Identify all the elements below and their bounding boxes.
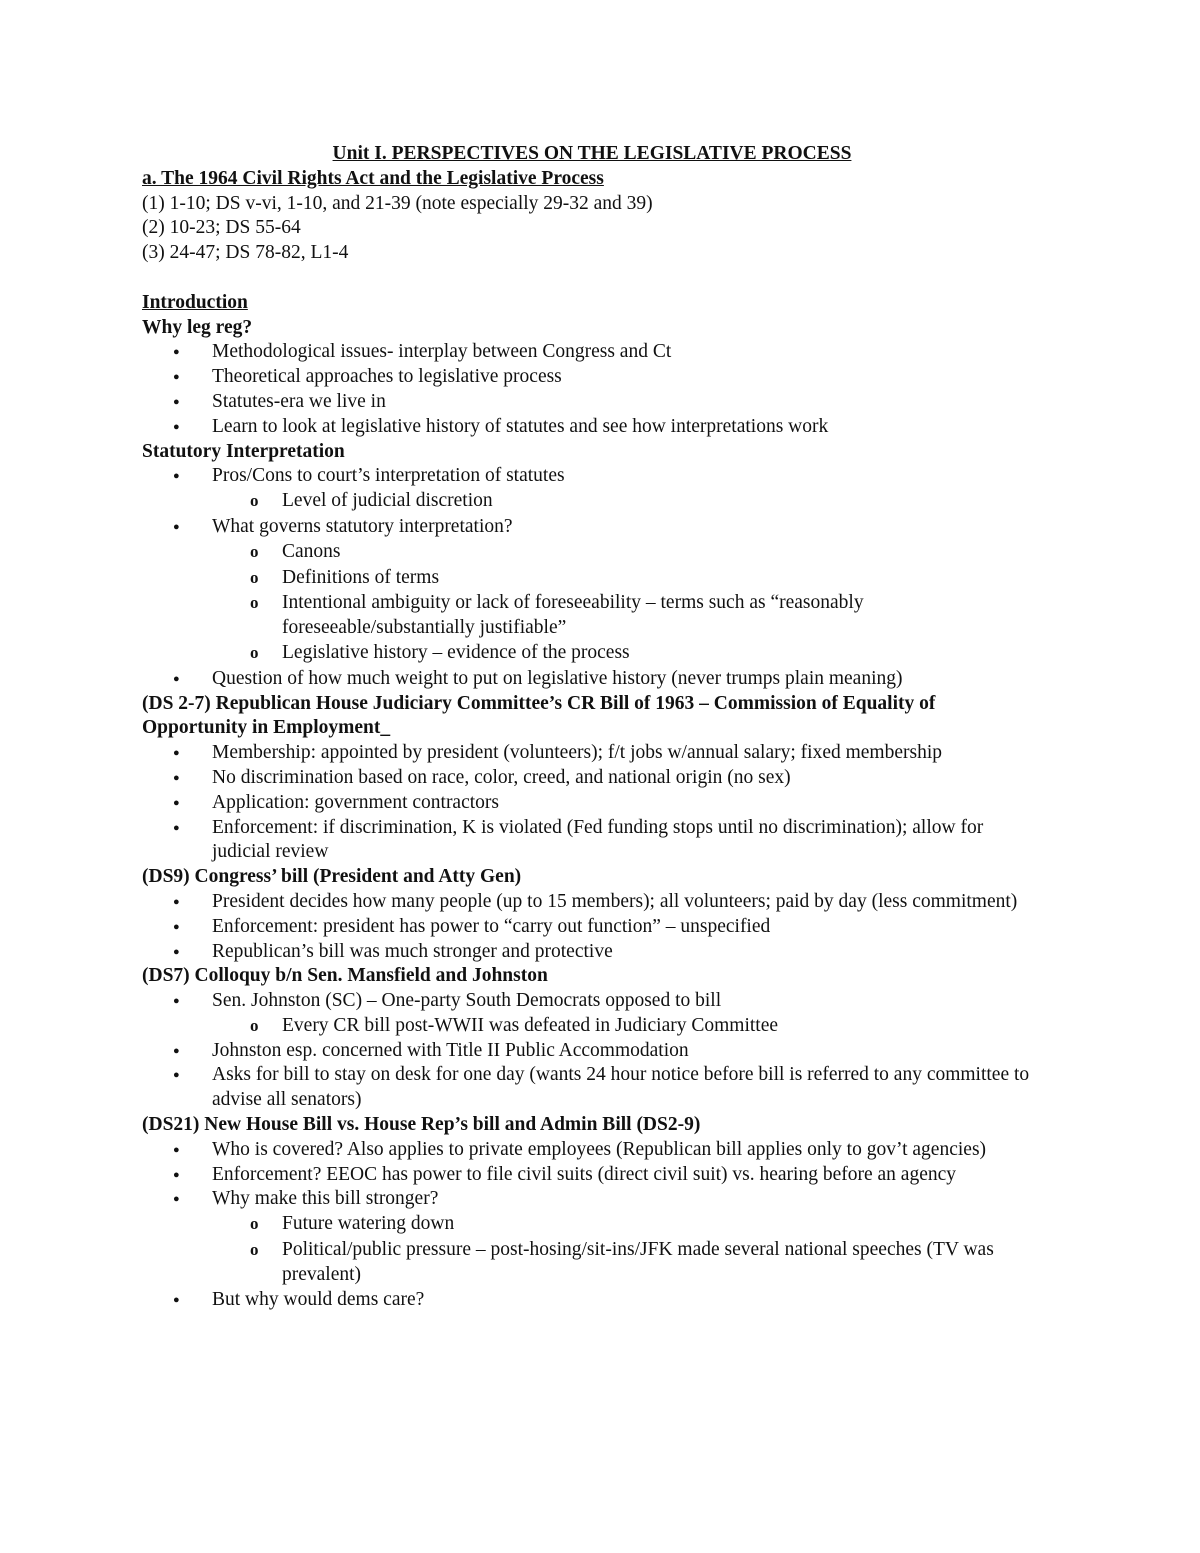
- bullet-item: ● What governs statutory interpretation?: [142, 515, 1042, 540]
- bullet-item: ● Enforcement: if discrimination, K is violated (Fed funding stops until no discrimination); allow for judicial review: [142, 816, 1042, 866]
- why-leg-reg-heading: Why leg reg?: [142, 316, 253, 338]
- ds9-heading: (DS9) Congress’ bill (President and Atty Gen): [142, 866, 522, 888]
- sub-bullet-item: o Political/public pressure – post-hosing/sit-ins/JFK made several national speeches (TV was prevalent): [142, 1238, 1042, 1288]
- ds2-7-heading: (DS 2-7) Republican House Judiciary Committee’s CR Bill of 1963 – Commission of Equality of Opportunity in Employment_: [142, 692, 936, 739]
- bullet-item: ● Application: government contractors: [142, 791, 1042, 816]
- bullet-item: ● Theoretical approaches to legislative process: [142, 365, 1042, 390]
- bullet-item: ● Methodological issues- interplay between Congress and Ct: [142, 340, 1042, 365]
- reading-assignment: (2) 10-23; DS 55-64: [142, 217, 301, 239]
- bullet-item: ● No discrimination based on race, color, creed, and national origin (no sex): [142, 766, 1042, 791]
- document-title: Unit I. PERSPECTIVES ON THE LEGISLATIVE PROCESS: [332, 143, 852, 164]
- bullet-item: ● Sen. Johnston (SC) – One-party South Democrats opposed to bill: [142, 989, 1042, 1014]
- bullet-item: ● Johnston esp. concerned with Title II Public Accommodation: [142, 1039, 1042, 1064]
- bullet-item: ● Pros/Cons to court’s interpretation of statutes: [142, 464, 1042, 489]
- bullet-item: ● Enforcement: president has power to “carry out function” – unspecified: [142, 915, 1042, 940]
- bullet-item: ● But why would dems care?: [142, 1288, 1042, 1313]
- bullet-item: ● Why make this bill stronger?: [142, 1187, 1042, 1212]
- ds21-heading: (DS21) New House Bill vs. House Rep’s bill and Admin Bill (DS2-9): [142, 1114, 701, 1136]
- reading-assignment: (3) 24-47; DS 78-82, L1-4: [142, 242, 349, 264]
- bullet-item: ● Asks for bill to stay on desk for one day (wants 24 hour notice before bill is referred to any committee to advise all senators): [142, 1063, 1042, 1113]
- bullet-item: ● Membership: appointed by president (volunteers); f/t jobs w/annual salary; fixed membership: [142, 741, 1042, 766]
- document-page: [142, 142, 1042, 1312]
- bullet-item: ● Question of how much weight to put on legislative history (never trumps plain meaning): [142, 667, 1042, 692]
- ds7-heading: (DS7) Colloquy b/n Sen. Mansfield and Johnston: [142, 965, 548, 987]
- reading-assignment: (1) 1-10; DS v-vi, 1-10, and 21-39 (note especially 29-32 and 39): [142, 192, 653, 214]
- statutory-interpretation-heading: Statutory Interpretation: [142, 440, 345, 462]
- bullet-item: ● Republican’s bill was much stronger and protective: [142, 940, 1042, 965]
- section-a-heading: a. The 1964 Civil Rights Act and the Legislative Process: [142, 167, 604, 189]
- sub-bullet-item: o Future watering down: [142, 1212, 1042, 1237]
- sub-bullet-item: o Every CR bill post-WWII was defeated in Judiciary Committee: [142, 1014, 1042, 1039]
- sub-bullet-item: o Canons: [142, 540, 1042, 565]
- sub-bullet-item: o Intentional ambiguity or lack of foreseeability – terms such as “reasonably foreseeable/substantially justifiable”: [142, 591, 1042, 641]
- blank-line: [142, 266, 1042, 291]
- bullet-item: ● Statutes-era we live in: [142, 390, 1042, 415]
- bullet-item: ● Enforcement? EEOC has power to file civil suits (direct civil suit) vs. hearing before an agency: [142, 1163, 1042, 1188]
- bullet-item: ● President decides how many people (up to 15 members); all volunteers; paid by day (less commitment): [142, 890, 1042, 915]
- sub-bullet-item: o Level of judicial discretion: [142, 489, 1042, 514]
- bullet-item: ● Who is covered? Also applies to private employees (Republican bill applies only to gov’t agencies): [142, 1138, 1042, 1163]
- bullet-item: ● Learn to look at legislative history of statutes and see how interpretations work: [142, 415, 1042, 440]
- sub-bullet-item: o Legislative history – evidence of the process: [142, 641, 1042, 666]
- sub-bullet-item: o Definitions of terms: [142, 566, 1042, 591]
- introduction-heading: Introduction: [142, 291, 248, 313]
